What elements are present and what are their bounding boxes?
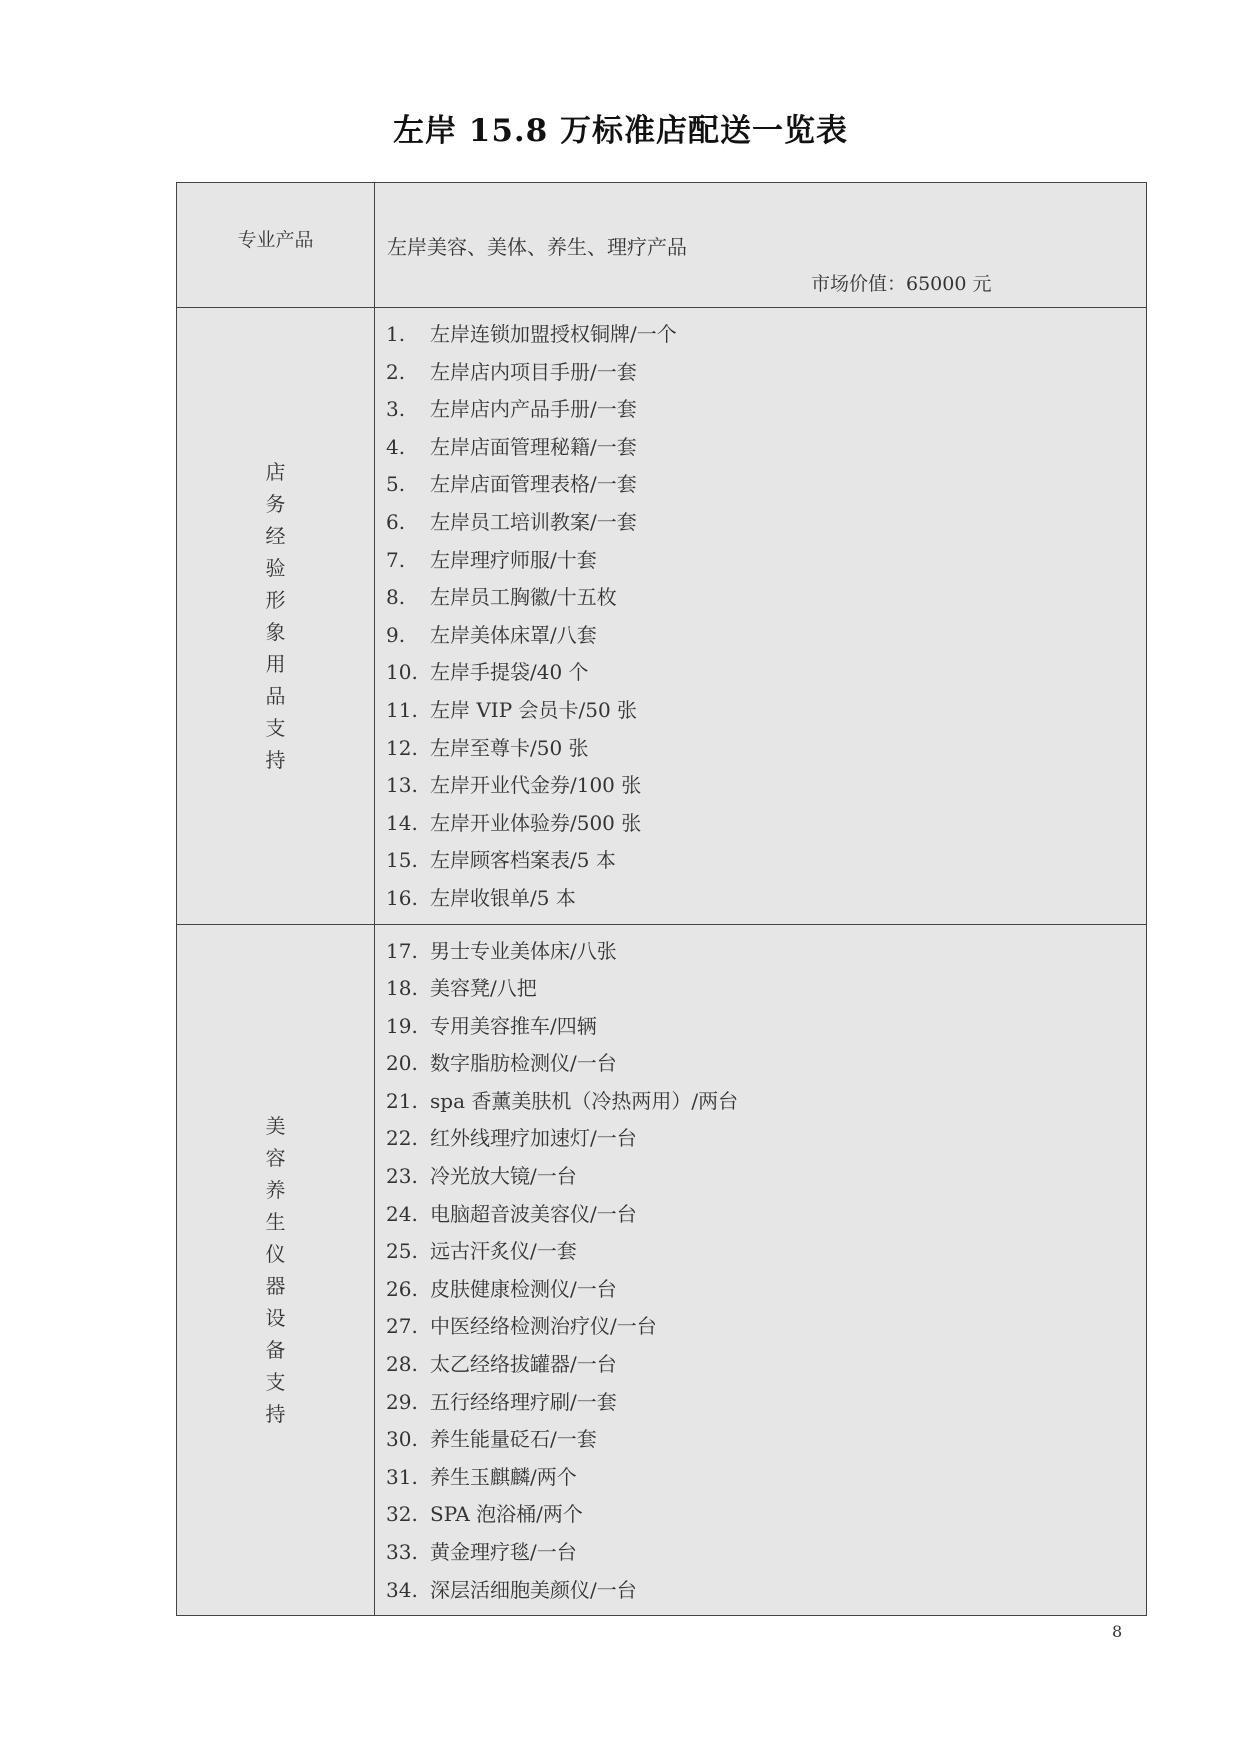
- item-text: 皮肤健康检测仪/一台: [430, 1276, 617, 1301]
- item-number: 4.: [386, 434, 406, 459]
- list-item: [386, 466, 1146, 504]
- item-number: 11.: [386, 697, 418, 722]
- list-item: [386, 617, 1146, 655]
- category-cell: [177, 183, 375, 308]
- list-item: [386, 1384, 1146, 1422]
- item-text: 左岸开业体验券/500 张: [430, 810, 642, 835]
- list-item: [386, 1083, 1146, 1121]
- category-label: 美容养生仪器设备支持: [265, 1113, 286, 1426]
- item-text: 黄金理疗毯/一台: [430, 1540, 577, 1564]
- item-number: 27.: [386, 1314, 418, 1339]
- item-number: 13.: [386, 773, 418, 798]
- item-number: 16.: [386, 885, 418, 910]
- table-row-professional-products: [177, 183, 1147, 308]
- item-number: 18.: [386, 976, 418, 1001]
- table-row-equipment-support: [177, 924, 1147, 1616]
- item-text: 左岸店内产品手册/一套: [430, 397, 637, 422]
- item-number: 23.: [386, 1164, 418, 1189]
- category-cell: [177, 308, 375, 925]
- page-number: 8: [1112, 1622, 1123, 1641]
- item-number: 15.: [386, 848, 418, 873]
- item-text: 左岸店内项目手册/一套: [430, 359, 637, 384]
- list-item: [386, 1008, 1146, 1046]
- item-text: 养生能量砭石/一套: [430, 1427, 597, 1452]
- list-item: [386, 1572, 1146, 1610]
- list-item: [386, 970, 1146, 1008]
- list-item: [386, 316, 1146, 354]
- item-number: 3.: [386, 397, 406, 422]
- item-text: 左岸员工培训教案/一套: [430, 509, 637, 534]
- item-number: 7.: [386, 547, 406, 572]
- list-item: [386, 1308, 1146, 1346]
- item-number: 10.: [386, 660, 418, 685]
- content-cell: [375, 308, 1147, 925]
- list-item: [386, 767, 1146, 805]
- delivery-table: [176, 182, 1147, 1616]
- list-item: [386, 842, 1146, 880]
- item-text: 红外线理疗加速灯/一台: [430, 1126, 637, 1151]
- item-text: 男士专业美体床/八张: [430, 938, 617, 963]
- item-number: 14.: [386, 810, 418, 835]
- item-text: 左岸 VIP 会员卡/50 张: [430, 697, 638, 722]
- item-number: 1.: [386, 322, 406, 346]
- item-number: 8.: [386, 585, 406, 610]
- item-text: 中医经络检测治疗仪/一台: [430, 1314, 657, 1339]
- item-text: 左岸理疗师服/十套: [430, 547, 597, 572]
- item-number: 33.: [386, 1540, 418, 1564]
- item-text: 电脑超音波美容仪/一台: [430, 1201, 637, 1226]
- item-number: 22.: [386, 1126, 418, 1151]
- list-item: [386, 692, 1146, 730]
- item-number: 29.: [386, 1389, 418, 1414]
- item-text: 专用美容推车/四辆: [430, 1013, 597, 1038]
- item-text: 左岸手提袋/40 个: [430, 660, 589, 685]
- category-cell: [177, 924, 375, 1616]
- list-item: [386, 391, 1146, 429]
- list-item: [386, 429, 1146, 467]
- list-item: [386, 1158, 1146, 1196]
- list-item: [386, 354, 1146, 392]
- category-label: 专业产品: [237, 228, 314, 251]
- list-item: [386, 542, 1146, 580]
- item-text: 美容凳/八把: [430, 976, 537, 1001]
- item-number: 20.: [386, 1051, 418, 1076]
- item-text: 左岸店面管理表格/一套: [430, 472, 637, 497]
- item-number: 2.: [386, 359, 406, 384]
- list-item: [386, 1534, 1146, 1572]
- item-number: 31.: [386, 1464, 418, 1489]
- item-text: 左岸员工胸徽/十五枚: [430, 585, 617, 610]
- list-item: [386, 1233, 1146, 1271]
- item-number: 32.: [386, 1502, 418, 1527]
- list-item: [386, 880, 1146, 918]
- item-number: 5.: [386, 472, 406, 497]
- item-text: 数字脂肪检测仪/一台: [430, 1051, 617, 1076]
- list-item: [386, 730, 1146, 768]
- item-number: 21.: [386, 1088, 418, 1113]
- item-text: 远古汗炙仪/一套: [430, 1239, 577, 1264]
- item-text: spa 香薰美肤机（冷热两用）/两台: [430, 1088, 739, 1113]
- list-item: [386, 1120, 1146, 1158]
- item-text: 左岸收银单/5 本: [430, 885, 576, 910]
- list-item: [386, 1496, 1146, 1534]
- product-description: 左岸美容、美体、养生、理疗产品: [387, 235, 687, 259]
- item-number: 6.: [386, 509, 406, 534]
- item-text: 深层活细胞美颜仪/一台: [430, 1577, 637, 1602]
- item-number: 30.: [386, 1427, 418, 1452]
- document-title: 左岸 15.8 万标准店配送一览表: [392, 113, 849, 149]
- list-item: [386, 1271, 1146, 1309]
- category-label: 店务经验形象用品支持: [265, 459, 286, 772]
- item-text: 冷光放大镜/一台: [430, 1164, 577, 1189]
- list-item: [386, 1421, 1146, 1459]
- item-number: 19.: [386, 1013, 418, 1038]
- item-text: 太乙经络拔罐器/一台: [430, 1352, 617, 1377]
- item-number: 24.: [386, 1201, 418, 1226]
- item-number: 17.: [386, 938, 418, 963]
- list-item: [386, 933, 1146, 971]
- content-cell: [375, 183, 1147, 308]
- item-text: 左岸至尊卡/50 张: [430, 735, 589, 760]
- item-number: 34.: [386, 1577, 418, 1602]
- list-item: [386, 504, 1146, 542]
- list-item: [386, 1196, 1146, 1234]
- item-text: 左岸美体床罩/八套: [430, 622, 597, 647]
- item-text: 五行经络理疗刷/一套: [430, 1389, 617, 1414]
- item-number: 28.: [386, 1352, 418, 1377]
- list-item: [386, 1459, 1146, 1497]
- item-text: 养生玉麒麟/两个: [430, 1464, 577, 1489]
- item-number: 26.: [386, 1276, 418, 1301]
- list-item: [386, 579, 1146, 617]
- item-text: 左岸连锁加盟授权铜牌/一个: [430, 322, 677, 346]
- list-item: [386, 1346, 1146, 1384]
- item-number: 12.: [386, 735, 418, 760]
- list-item: [386, 654, 1146, 692]
- item-list: [375, 308, 1146, 924]
- item-number: 9.: [386, 622, 406, 647]
- item-text: SPA 泡浴桶/两个: [430, 1502, 583, 1527]
- list-item: [386, 1045, 1146, 1083]
- market-value: 市场价值：65000 元: [811, 273, 992, 295]
- item-text: 左岸顾客档案表/5 本: [430, 848, 616, 873]
- content-cell: [375, 924, 1147, 1616]
- item-number: 25.: [386, 1239, 418, 1264]
- list-item: [386, 805, 1146, 843]
- item-text: 左岸店面管理秘籍/一套: [430, 434, 637, 459]
- table-row-store-support: [177, 308, 1147, 925]
- item-text: 左岸开业代金券/100 张: [430, 773, 642, 798]
- item-list: [375, 925, 1146, 1616]
